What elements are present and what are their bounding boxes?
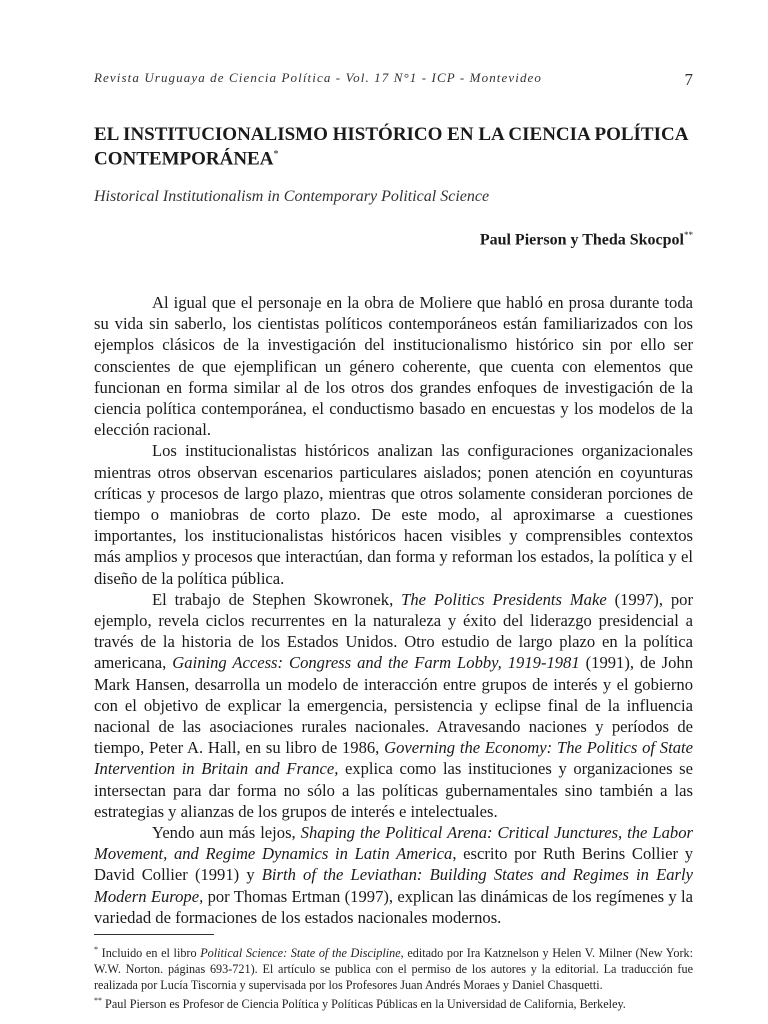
- text-run: Incluido en el libro: [98, 946, 201, 961]
- article-title: [94, 125, 693, 169]
- book-title: Political Science: State of the Discipline,: [200, 946, 404, 961]
- footnote-marker: **: [94, 996, 102, 1006]
- footnote-2: [94, 993, 693, 1012]
- text-run: por Thomas Ertman (1997), explican las dinámicas de los regímenes y la variedad de formaciones de los estados nacionales modernos.: [94, 886, 693, 927]
- page-number: 7: [684, 70, 693, 89]
- text-run: editado por Ira Katznelson y Helen V. Milner (New York: W.W. Norton. páginas 693-721). El artículo se publica con el permiso de los autores y la editorial. La traducción fue realizada por Lucía Tiscornia y supervisada por los Profesores Juan Andrés Moraes y Daniel Chasquetti.: [94, 946, 693, 993]
- article-body: [94, 292, 693, 928]
- text-run: Paul Pierson es Profesor de Ciencia Política y Políticas Públicas en la Universidad de California, Berkeley.: [102, 997, 626, 1012]
- text-run: explica como las instituciones y organizaciones se intersectan para dar forma no sólo a las políticas gubernamentales sino también a las estrategias y alianzas de los grupos de interés e intelectuales.: [94, 759, 693, 821]
- article-subtitle: Historical Institutionalism in Contemporary Political Science: [94, 188, 490, 205]
- running-head: Revista Uruguaya de Ciencia Política - Vol. 17 N°1 - ICP - Montevideo: [94, 70, 543, 85]
- authors-footnote-marker[interactable]: **: [684, 230, 693, 240]
- book-title: The Politics Presidents Make: [401, 589, 607, 609]
- text-run: , escrito por Ruth Berins Collier y David Collier (1991) y: [94, 844, 693, 885]
- text-run: Yendo aun más lejos,: [152, 823, 301, 843]
- article-title-text: EL INSTITUCIONALISMO HISTÓRICO EN LA CIENCIA POLÍTICA CONTEMPORÁNEA: [94, 124, 688, 170]
- journal-page: [94, 0, 693, 1024]
- paragraph-3: [94, 589, 693, 822]
- title-footnote-marker[interactable]: *: [273, 149, 279, 160]
- footnote-divider: [94, 934, 214, 935]
- article-authors: [480, 230, 693, 249]
- paragraph-2: Los institucionalistas históricos analizan las configuraciones organizacionales mientras otros observan escenarios particulares aislados; ponen atención en coyunturas críticas y procesos de largo plazo, mientras que otros solamente consideran porciones de tiempo o maniobras de corto plazo. De este modo, al aproximarse a cuestiones importantes, los institucionalistas históricos hacen visibles y comprensibles contextos más amplios y procesos que interactúan, dan forma y reforman los estados, la política y el diseño de la política pública.: [94, 441, 693, 588]
- text-run: (1997), por ejemplo, revela ciclos recurrentes en la naturaleza y éxito del liderazgo presidencial a través de la historia de los Estados Unidos. Otro estudio de largo plazo en la política americana,: [94, 589, 693, 673]
- paragraph-1: Al igual que el personaje en la obra de Moliere que habló en prosa durante toda su vida sin saberlo, los cientistas políticos contemporáneos están familiarizados con los ejemplos clásicos de la investigación del institucionalismo histórico sin por ello ser conscientes de que ejemplifican un género coherente, que cuenta con elementos que funcionan en forma similar al de los otros dos grandes enfoques de investigación de la ciencia política contemporánea, el conductismo basado en encuestas y los modelos de la elección racional.: [94, 293, 693, 440]
- book-title: Birth of the Leviathan: Building States and Regimes in Early Modern Europe,: [94, 865, 693, 906]
- text-run: El trabajo de Stephen Skowronek,: [152, 589, 402, 609]
- footnote-marker: *: [94, 945, 98, 954]
- text-run: (1991), de John Mark Hansen, desarrolla un modelo de interacción entre grupos de interés y el gobierno con el objetivo de explicar la emergencia, persistencia y eclipse final de la influencia nacional de las asociaciones rurales nacionales. Atravesando naciones y períodos de tiempo, Peter A. Hall, en su libro de 1986,: [94, 653, 693, 758]
- authors-text: Paul Pierson y Theda Skocpol: [479, 231, 684, 249]
- book-title: Gaining Access: Congress and the Farm Lobby, 1919-1981: [172, 653, 580, 673]
- footnote-1: [94, 942, 693, 993]
- book-title: Governing the Economy: The Politics of State Intervention in Britain and France,: [94, 738, 693, 779]
- footnotes: [94, 942, 693, 1012]
- paragraph-4: [94, 822, 693, 928]
- book-title: Shaping the Political Arena: Critical Junctures, the Labor Movement, and Regime Dynamics in Latin America: [94, 823, 693, 864]
